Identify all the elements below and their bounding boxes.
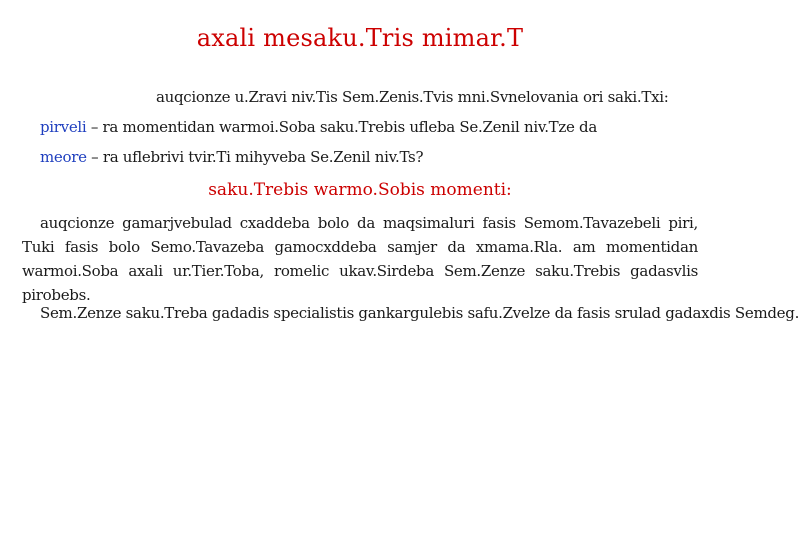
section-heading: saku.Trebis warmo.Sobis momenti: [208,180,512,200]
item-label-first: pirveli [40,118,87,136]
item-text-first: – ra momentidan warmoi.Soba saku.Trebis ufleba Se.Zenil niv.Tze da [86,118,597,136]
list-item [40,148,423,166]
item-text-second: – ra uflebrivi tvir.Ti mihyveba Se.Zenil niv.Ts? [86,148,424,166]
item-label-second: meore [40,148,87,166]
slide-title: axali mesaku.Tris mimar.T [196,24,524,52]
paragraph-auction: auqcionze gamarjvebulad cxaddeba bolo da maqsimaluri fasis Semom.Tavazebeli piri, Tuki fasis bolo Semo.Tavazeba gamocxddeba samjer da xmama.Rla. am momentidan warmoi.Soba axali ur.Tier.Toba, romelic ukav.Sirdeba Sem.Zenze saku.Trebis gadasvlis pirobebs. [22,214,698,304]
list-item [40,118,597,136]
paragraph-transfer: Sem.Zenze saku.Treba gadadis specialistis gankargulebis safu.Zvelze da fasis srulad gadaxdis Semdeg. [40,304,799,322]
intro-text: auqcionze u.Zravi niv.Tis Sem.Zenis.Tvis mni.Svnelovania ori saki.Txi: [156,88,669,106]
